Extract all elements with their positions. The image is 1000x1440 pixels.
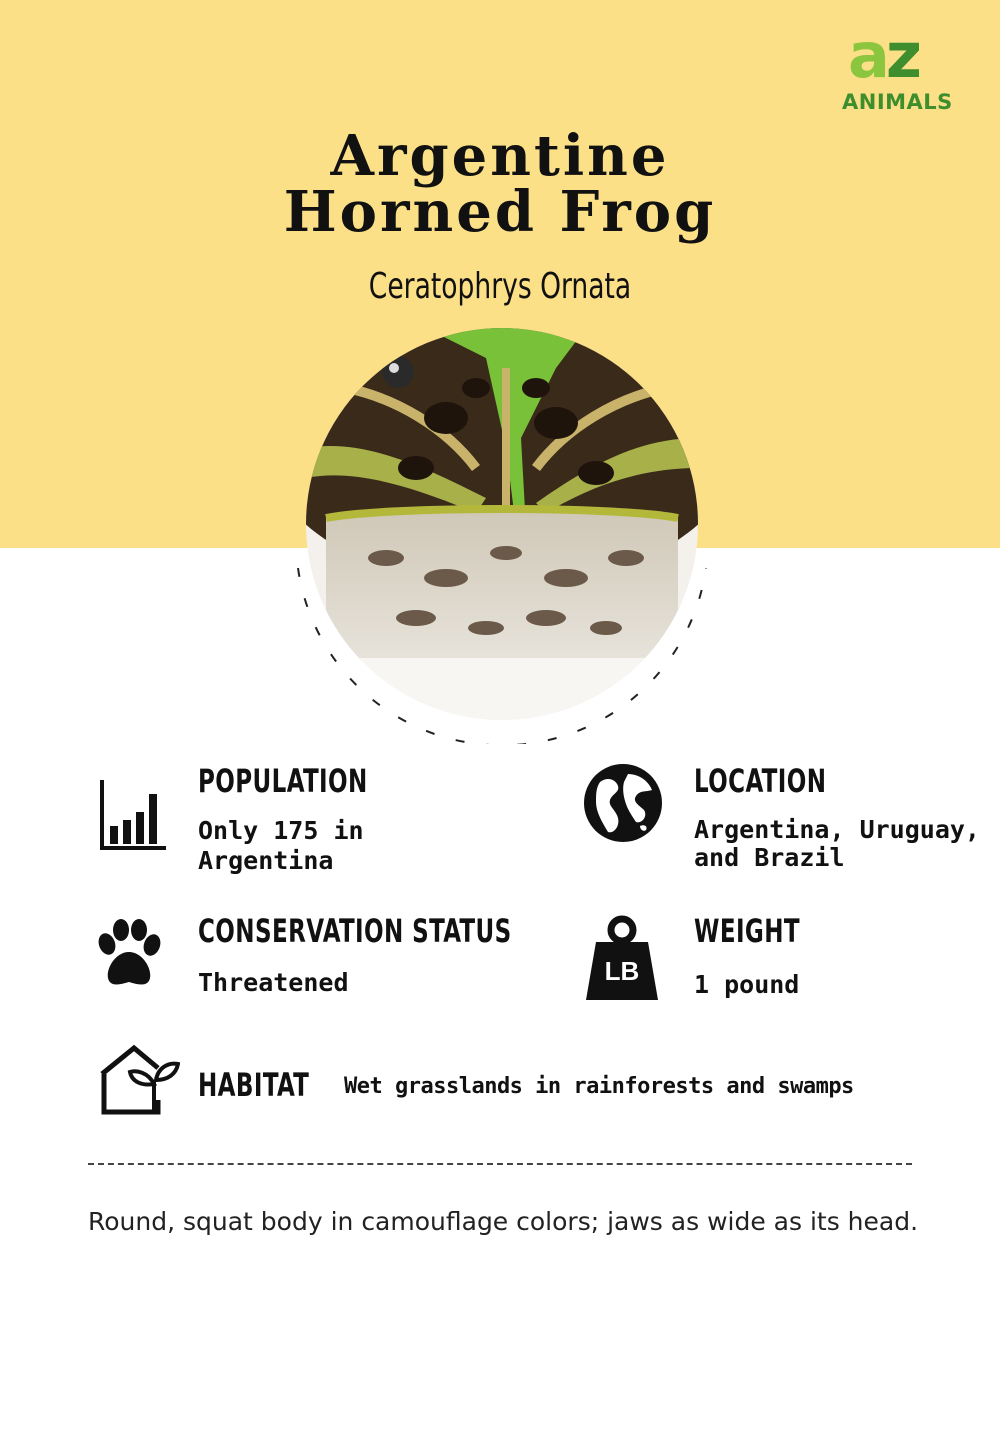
conservation-label: CONSERVATION STATUS [198,912,512,950]
animal-photo-frame [292,324,712,744]
weight-value: 1 pound [694,970,800,999]
conservation-value: Threatened [198,968,349,997]
az-animals-logo[interactable] [842,19,972,116]
title-line-1: Argentine [330,123,670,189]
location-label: LOCATION [694,762,827,800]
page-title [150,123,850,245]
frog-photo [306,328,698,720]
description: Round, squat body in camouflage colors; jaws as wide as its head. [88,1207,919,1236]
location-value: Argentina, Uruguay, and Brazil [694,815,980,872]
bar-chart-icon [98,778,168,852]
weight-icon [582,914,662,1004]
habitat-label: HABITAT [198,1066,310,1104]
logo-letters: az [848,19,918,92]
habitat-value: Wet grasslands in rainforests and swamps [344,1074,854,1099]
population-label: POPULATION [198,762,368,800]
weight-label: WEIGHT [694,912,800,950]
logo-text: ANIMALS [842,90,953,114]
title-line-2: Horned Frog [283,179,717,245]
divider [88,1163,912,1165]
house-plant-icon [98,1044,180,1116]
scientific-name: Ceratophrys Ornata [368,266,632,307]
globe-icon [582,762,664,844]
weight-icon-text: LB [604,956,640,986]
paw-icon [94,918,164,990]
population-value: Only 175 in Argentina [198,816,364,875]
